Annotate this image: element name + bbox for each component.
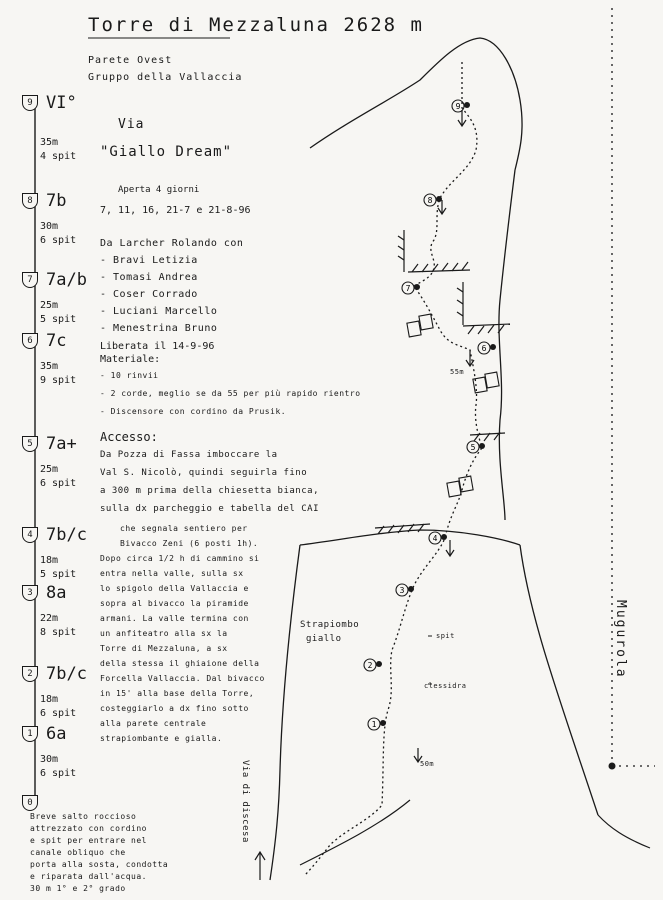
- pitch-spit-count: 4 spit: [40, 151, 77, 162]
- belay-anchor-dot: [414, 284, 420, 290]
- pitch-grade: 7c: [46, 331, 67, 351]
- descent-start-dot: [609, 763, 616, 770]
- label-mugurola: Mugurola: [613, 600, 628, 679]
- author-line: - Menestrina Bruno: [100, 323, 218, 334]
- approach-note-line: e riparata dall'acqua.: [30, 872, 147, 881]
- belay-number: 8: [427, 196, 433, 205]
- pitch-number: 0: [22, 795, 38, 811]
- material-title: Materiale:: [100, 354, 161, 365]
- summit-outline: [310, 38, 522, 170]
- belay-number: 1: [371, 720, 377, 729]
- label-giallo: giallo: [306, 634, 342, 644]
- pitch-number: 8: [22, 193, 38, 209]
- material-line: - 2 corde, meglio se da 55 per più rapido rientro: [100, 389, 361, 398]
- route-name: "Giallo Dream": [100, 144, 233, 160]
- belay-number: 9: [455, 102, 461, 111]
- label-clessidra: clessidra: [424, 682, 467, 690]
- approach-note-line: porta alla sosta, condotta: [30, 860, 169, 869]
- author-line: - Luciani Marcello: [100, 306, 218, 317]
- pitch-number: 1: [22, 726, 38, 742]
- label-descent: Via di discesa: [240, 760, 250, 843]
- access-line: strapiombante e gialla.: [100, 734, 223, 743]
- base-slope: [300, 800, 410, 865]
- pitch-number: 7: [22, 272, 38, 288]
- access-line: Dopo circa 1/2 h di cammino si: [100, 554, 260, 563]
- belay-anchor-dot: [436, 196, 442, 202]
- pitch-number: 4: [22, 527, 38, 543]
- ledge-line: [300, 530, 520, 545]
- label-spit: spit: [436, 632, 455, 640]
- pitch-spit-count: 9 spit: [40, 375, 77, 386]
- pitch-grade: 7b: [46, 191, 67, 211]
- opened-dates: 7, 11, 16, 21-7 e 21-8-96: [100, 205, 251, 216]
- pitch-length: 30m: [40, 754, 59, 765]
- material-line: - Discensore con cordino da Prusik.: [100, 407, 287, 416]
- pitch-spit-count: 5 spit: [40, 314, 77, 325]
- access-line: alla parete centrale: [100, 719, 207, 728]
- wall-outline-right: [499, 170, 515, 520]
- route-line: [305, 62, 482, 875]
- freed-date: Liberata il 14-9-96: [100, 341, 215, 352]
- access-line: costeggiarlo a dx fino sotto: [100, 704, 249, 713]
- page-title: Torre di Mezzaluna 2628 m: [88, 14, 424, 36]
- rappel-stations: [407, 314, 499, 497]
- belay-number: 6: [481, 344, 487, 353]
- access-line: della stessa il ghiaione della: [100, 659, 260, 668]
- pitch-length: 18m: [40, 555, 59, 566]
- pitch-length: 18m: [40, 694, 59, 705]
- pitch-number: 9: [22, 95, 38, 111]
- pitch-grade: 7b/c: [46, 664, 87, 684]
- belay-anchor-dot: [490, 344, 496, 350]
- belay-number: 7: [405, 284, 411, 293]
- access-line: un anfiteatro alla sx la: [100, 629, 228, 638]
- author-line: - Tomasi Andrea: [100, 272, 198, 283]
- access-line: in 15' alla base della Torre,: [100, 689, 255, 698]
- belay-anchor-dot: [479, 443, 485, 449]
- pitch-length: 25m: [40, 464, 59, 475]
- pitch-length: 35m: [40, 361, 59, 372]
- pitch-length: 25m: [40, 300, 59, 311]
- belay-anchor-dot: [376, 661, 382, 667]
- belay-anchor-dot: [408, 586, 414, 592]
- access-line: Da Pozza di Fassa imboccare la: [100, 450, 278, 460]
- pitch-spit-count: 6 spit: [40, 768, 77, 779]
- access-title: Accesso:: [100, 430, 158, 444]
- belay-anchor-dot: [464, 102, 470, 108]
- pitch-spit-count: 6 spit: [40, 235, 77, 246]
- access-line: Bivacco Zeni (6 posti 1h).: [120, 539, 259, 548]
- pitch-grade: VI°: [46, 93, 77, 113]
- wall-outline-left: [270, 545, 300, 880]
- author-line: - Bravi Letizia: [100, 255, 198, 266]
- pitch-grade: 7a+: [46, 434, 77, 454]
- access-line: Val S. Nicolò, quindi seguirla fino: [100, 468, 308, 478]
- access-line: sopra al bivacco la piramide: [100, 599, 249, 608]
- belay-number: 5: [470, 443, 476, 452]
- belay-anchor-dot: [441, 534, 447, 540]
- overhang-roofs: [375, 230, 510, 534]
- pitch-spit-count: 5 spit: [40, 569, 77, 580]
- belay-number: 2: [367, 661, 373, 670]
- approach-note-line: e spit per entrare nel: [30, 836, 147, 845]
- belay-number: 3: [399, 586, 405, 595]
- spit-marks: [428, 636, 432, 684]
- opened-days: Aperta 4 giorni: [118, 185, 200, 195]
- pitch-number: 2: [22, 666, 38, 682]
- pitch-number: 3: [22, 585, 38, 601]
- pitch-number: 5: [22, 436, 38, 452]
- base-slope-right: [598, 815, 650, 848]
- access-line: armani. La valle termina con: [100, 614, 249, 623]
- pitch-spit-count: 6 spit: [40, 708, 77, 719]
- access-line: entra nella valle, sulla sx: [100, 569, 244, 578]
- wall-outline-lower: [520, 545, 598, 815]
- approach-note-line: 30 m 1° e 2° grado: [30, 884, 126, 893]
- label-50m: 50m: [420, 760, 435, 768]
- pitch-spit-count: 8 spit: [40, 627, 77, 638]
- approach-note-line: canale obliquo che: [30, 848, 126, 857]
- author-line: Da Larcher Rolando con: [100, 238, 244, 249]
- author-line: - Coser Corrado: [100, 289, 198, 300]
- pitch-grade: 7a/b: [46, 270, 87, 290]
- pitch-length: 30m: [40, 221, 59, 232]
- approach-note-line: attrezzato con cordino: [30, 824, 147, 833]
- group-name: Gruppo della Vallaccia: [88, 72, 243, 83]
- access-line: lo spigolo della Vallaccia e: [100, 584, 249, 593]
- pitch-grade: 6a: [46, 724, 67, 744]
- pitch-length: 35m: [40, 137, 59, 148]
- route-prefix: Via: [118, 117, 145, 132]
- material-line: - 10 rinvii: [100, 371, 159, 380]
- pitch-number: 6: [22, 333, 38, 349]
- wall-face: Parete Ovest: [88, 55, 173, 66]
- pitch-grade: 7b/c: [46, 525, 87, 545]
- pitch-grade: 8a: [46, 583, 67, 603]
- approach-note-line: Breve salto roccioso: [30, 812, 137, 821]
- access-line: Torre di Mezzaluna, a sx: [100, 644, 228, 653]
- pitch-spit-count: 6 spit: [40, 478, 77, 489]
- belay-number: 4: [432, 534, 438, 543]
- label-strapiombo: Strapiombo: [300, 620, 360, 630]
- pitch-length: 22m: [40, 613, 59, 624]
- access-line: sulla dx parcheggio e tabella del CAI: [100, 504, 319, 514]
- belay-anchor-dot: [380, 720, 386, 726]
- label-55m: 55m: [450, 368, 465, 376]
- access-line: che segnala sentiero per: [120, 524, 248, 533]
- access-line: Forcella Vallaccia. Dal bivacco: [100, 674, 265, 683]
- access-line: a 300 m prima della chiesetta bianca,: [100, 486, 319, 496]
